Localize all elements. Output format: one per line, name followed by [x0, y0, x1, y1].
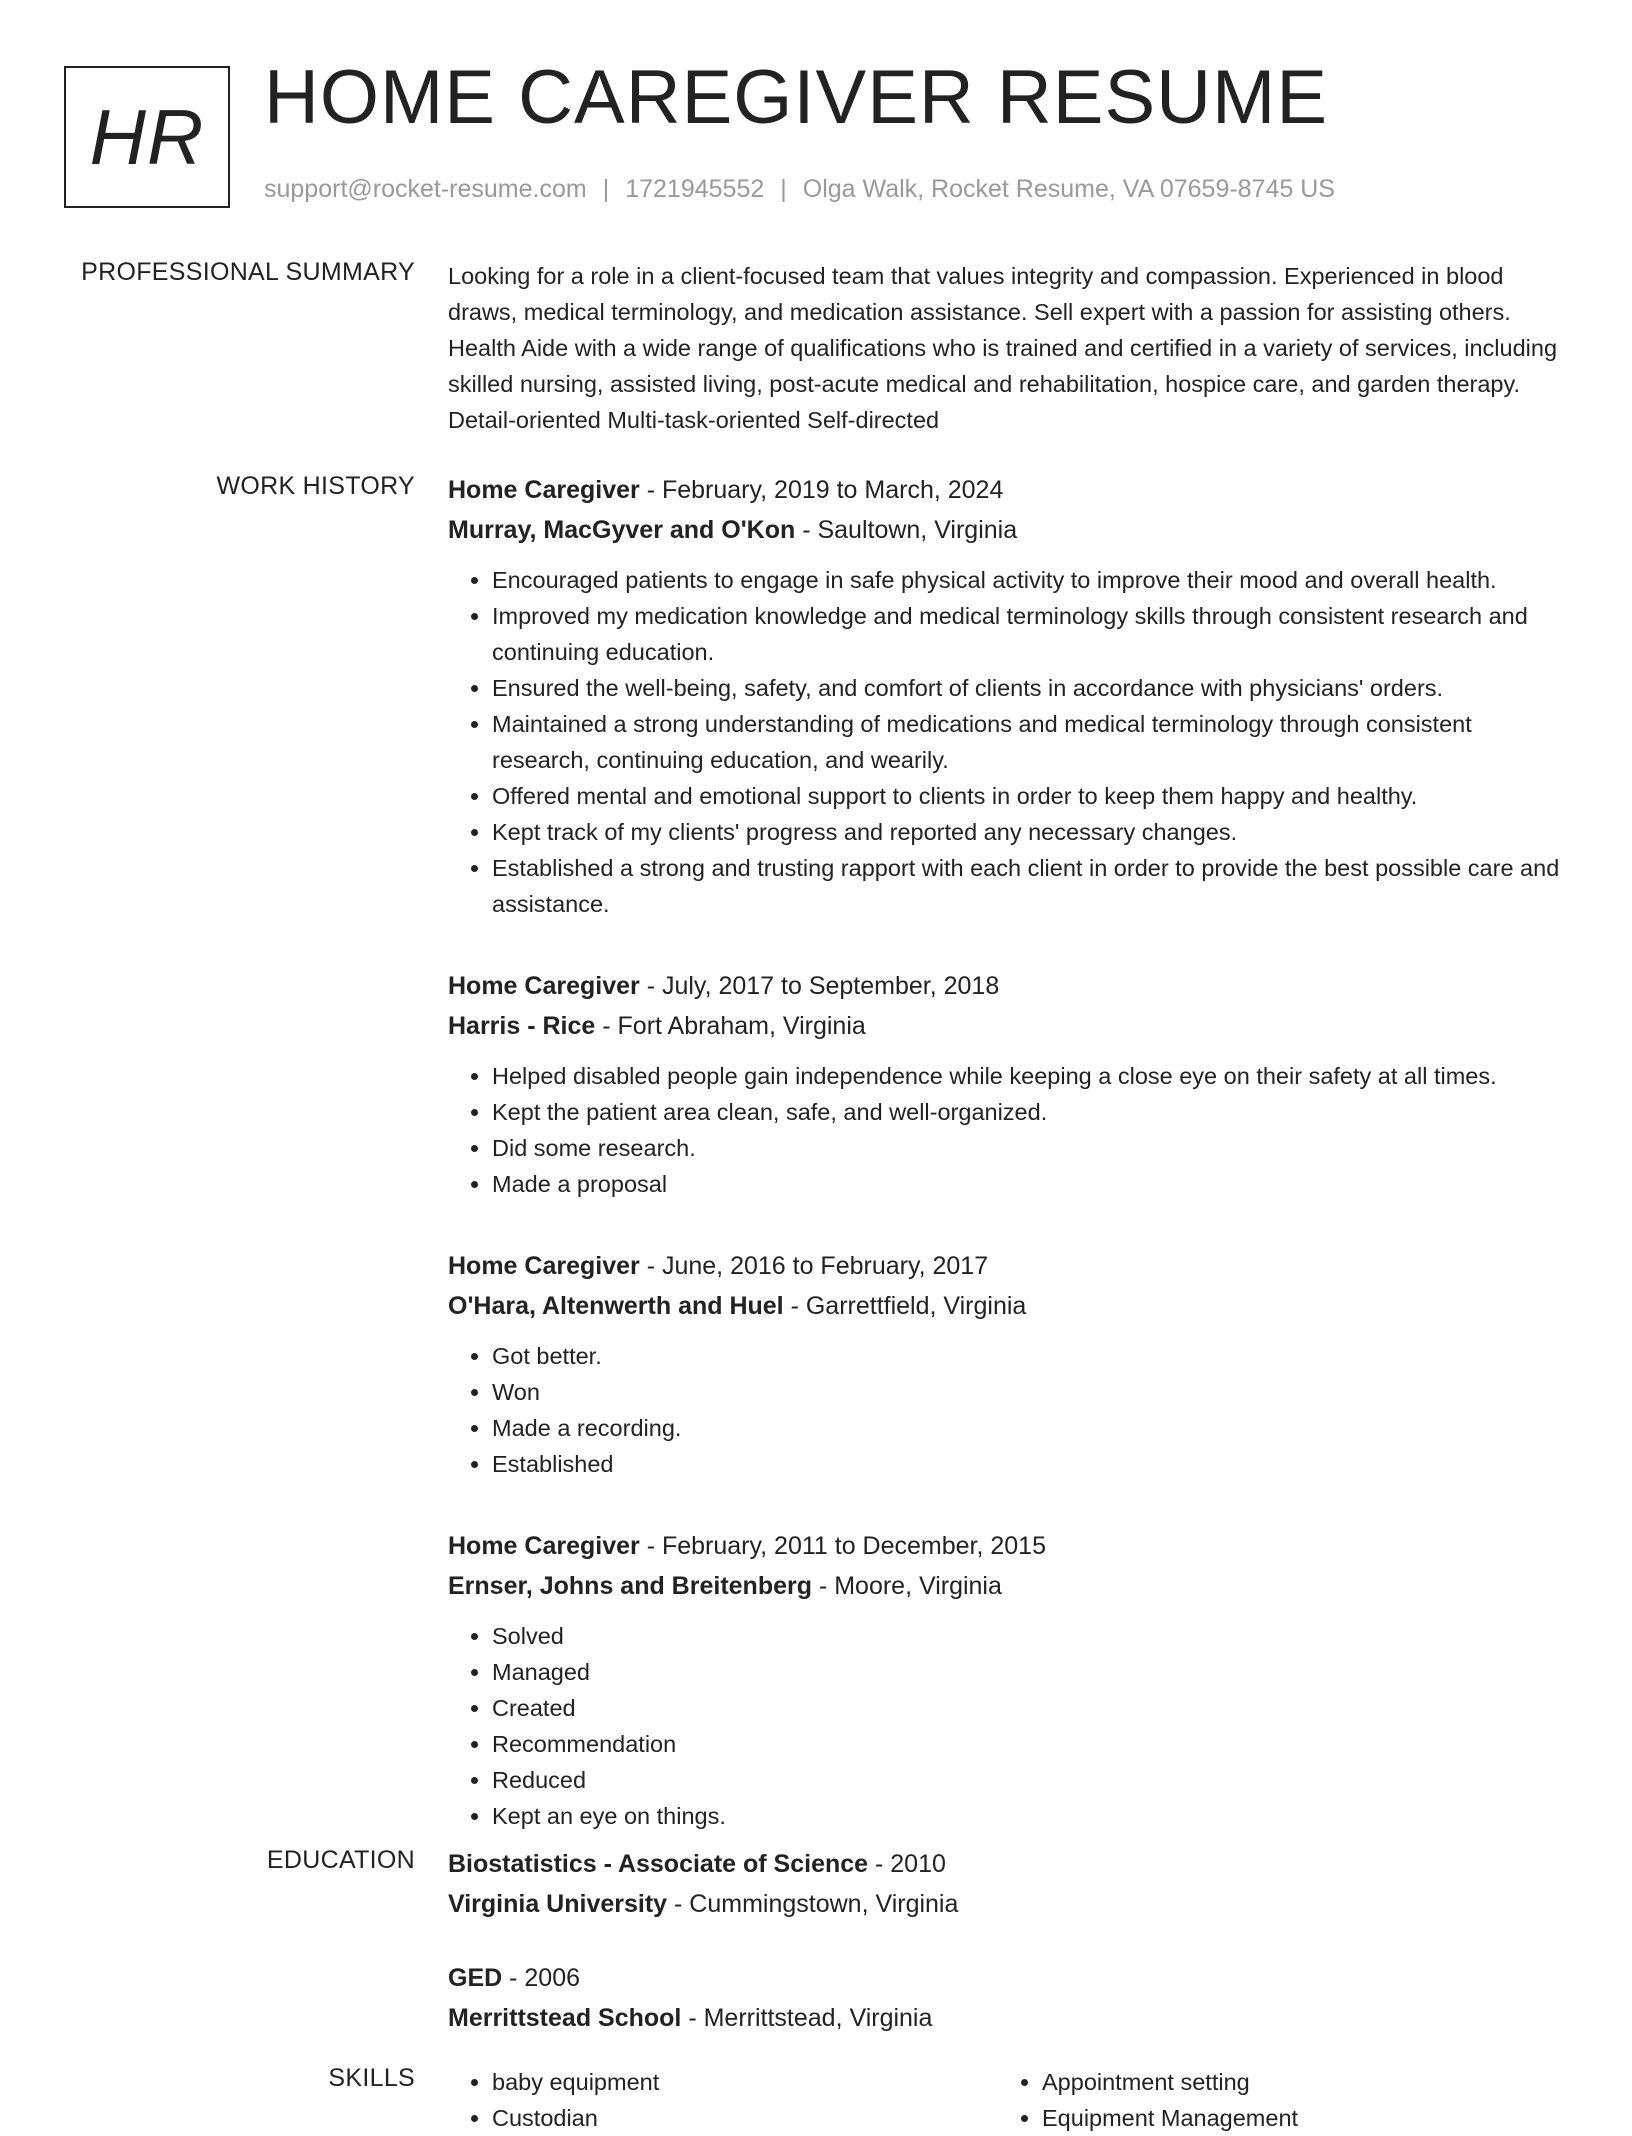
- job-location: - Fort Abraham, Virginia: [595, 1012, 866, 1040]
- job-title-line: [448, 470, 1568, 510]
- contact-address: Olga Walk, Rocket Resume, VA 07659-8745 US: [802, 175, 1335, 203]
- job-bullets: [448, 1058, 1568, 1202]
- education-degree: Biostatistics - Associate of Science: [448, 1850, 869, 1878]
- education-degree-line: [448, 1958, 1568, 1998]
- job-bullet: • Established a strong and trusting rapport with each client in order to provide the best possible care and assistance.: [492, 850, 1568, 922]
- job-bullet: • Improved my medication knowledge and medical terminology skills through consistent research and continuing education.: [492, 598, 1568, 670]
- job-title: Home Caregiver: [448, 972, 640, 1000]
- job-bullet: • Established: [492, 1446, 1568, 1482]
- section-heading-work-history: WORK HISTORY: [216, 472, 415, 500]
- job-bullet: • Maintained a strong understanding of medications and medical terminology through consistent research, continuing education, and wearily.: [492, 706, 1568, 778]
- job-bullet: • Created: [492, 1690, 1568, 1726]
- job-company-line: [448, 1006, 1568, 1046]
- skills-grid: [448, 2064, 1568, 2136]
- job-title-line: [448, 966, 1568, 1006]
- job-bullet: • Recommendation: [492, 1726, 1568, 1762]
- job-location: - Saultown, Virginia: [795, 516, 1018, 544]
- job-bullet: • Got better.: [492, 1338, 1568, 1374]
- job-bullet: • Encouraged patients to engage in safe physical activity to improve their mood and overall health.: [492, 562, 1568, 598]
- section-heading-education: EDUCATION: [266, 1846, 415, 1874]
- job-title: Home Caregiver: [448, 476, 640, 504]
- job-title: Home Caregiver: [448, 1532, 640, 1560]
- education-school: Virginia University: [448, 1890, 668, 1918]
- contact-separator: |: [602, 175, 610, 203]
- job-location: - Garrettfield, Virginia: [783, 1292, 1027, 1320]
- job-bullets: [448, 1338, 1568, 1482]
- job-bullet: • Made a proposal: [492, 1166, 1568, 1202]
- summary-text: Looking for a role in a client-focused team that values integrity and compassion. Experienced in blood draws, medical terminology, and medication assistance. Sell expert with a passion for assisting others. Health Aide with a wide range of qualifications who is trained and certified in a variety of services, including skilled nursing, assisted living, post-acute medical and rehabilitation, hospice care, and garden therapy. Detail-oriented Multi-task-oriented Self-directed: [448, 263, 1558, 433]
- section-heading-skills: SKILLS: [328, 2064, 415, 2092]
- job-title: Home Caregiver: [448, 1252, 640, 1280]
- education-degree-line: [448, 1844, 1568, 1884]
- job-bullet: • Ensured the well-being, safety, and comfort of clients in accordance with physicians' orders.: [492, 670, 1568, 706]
- monogram-box: [64, 66, 230, 208]
- job-bullets: [448, 562, 1568, 922]
- education-school-line: [448, 1884, 1568, 1924]
- job-bullet: • Made a recording.: [492, 1410, 1568, 1446]
- job-company: Harris - Rice: [448, 1012, 596, 1040]
- job-bullet: • Kept an eye on things.: [492, 1798, 1568, 1834]
- job-entry: [448, 1246, 1568, 1482]
- job-company: O'Hara, Altenwerth and Huel: [448, 1292, 784, 1320]
- job-bullet: • Reduced: [492, 1762, 1568, 1798]
- resume-title: HOME CAREGIVER RESUME: [264, 55, 1329, 140]
- skill-item: • baby equipment: [492, 2064, 998, 2100]
- education-entry: [448, 1844, 1568, 1924]
- job-bullet: • Won: [492, 1374, 1568, 1410]
- job-title-line: [448, 1526, 1568, 1566]
- job-company: Murray, MacGyver and O'Kon: [448, 516, 796, 544]
- job-company-line: [448, 1566, 1568, 1606]
- job-entry: [448, 470, 1568, 922]
- job-company-line: [448, 1286, 1568, 1326]
- education-body: [448, 1844, 1568, 2072]
- job-entry: [448, 1526, 1568, 1834]
- job-bullet: • Offered mental and emotional support to clients in order to keep them happy and healthy.: [492, 778, 1568, 814]
- contact-line: [264, 175, 1335, 204]
- job-dates: - June, 2016 to February, 2017: [639, 1252, 989, 1280]
- job-bullet: • Kept the patient area clean, safe, and well-organized.: [492, 1094, 1568, 1130]
- education-location: - Merrittstead, Virginia: [681, 2004, 933, 2032]
- skills-column-right: [998, 2064, 1548, 2136]
- education-school-line: [448, 1998, 1568, 2038]
- skills-column-left: [448, 2064, 998, 2136]
- education-degree: GED: [448, 1964, 503, 1992]
- skill-item: • Equipment Management: [1042, 2100, 1548, 2136]
- job-bullet: • Helped disabled people gain independence while keeping a close eye on their safety at all times.: [492, 1058, 1568, 1094]
- education-location: - Cummingstown, Virginia: [667, 1890, 959, 1918]
- section-heading-summary: PROFESSIONAL SUMMARY: [81, 258, 415, 286]
- education-school: Merrittstead School: [448, 2004, 682, 2032]
- contact-email[interactable]: support@rocket-resume.com: [264, 175, 587, 203]
- education-year: - 2010: [868, 1850, 946, 1878]
- work-history-body: [448, 470, 1568, 1878]
- job-company-line: [448, 510, 1568, 550]
- skill-item: • Custodian: [492, 2100, 998, 2136]
- contact-separator: |: [780, 175, 787, 203]
- education-year: - 2006: [502, 1964, 581, 1992]
- job-entry: [448, 966, 1568, 1202]
- job-bullet: • Did some research.: [492, 1130, 1568, 1166]
- job-bullets: [448, 1618, 1568, 1834]
- job-bullet: • Managed: [492, 1654, 1568, 1690]
- job-title-line: [448, 1246, 1568, 1286]
- monogram-initials: HR: [89, 92, 205, 181]
- job-dates: - February, 2019 to March, 2024: [639, 476, 1004, 504]
- job-dates: - July, 2017 to September, 2018: [639, 972, 1000, 1000]
- job-bullet: • Solved: [492, 1618, 1568, 1654]
- job-location: - Moore, Virginia: [812, 1572, 1002, 1600]
- skills-body: [448, 2064, 1568, 2136]
- contact-phone[interactable]: 1721945552: [625, 175, 765, 203]
- job-dates: - February, 2011 to December, 2015: [639, 1532, 1046, 1560]
- job-company: Ernser, Johns and Breitenberg: [448, 1572, 812, 1600]
- summary-body: [448, 258, 1568, 438]
- skill-item: • Appointment setting: [1042, 2064, 1548, 2100]
- education-entry: [448, 1958, 1568, 2038]
- job-bullet: • Kept track of my clients' progress and reported any necessary changes.: [492, 814, 1568, 850]
